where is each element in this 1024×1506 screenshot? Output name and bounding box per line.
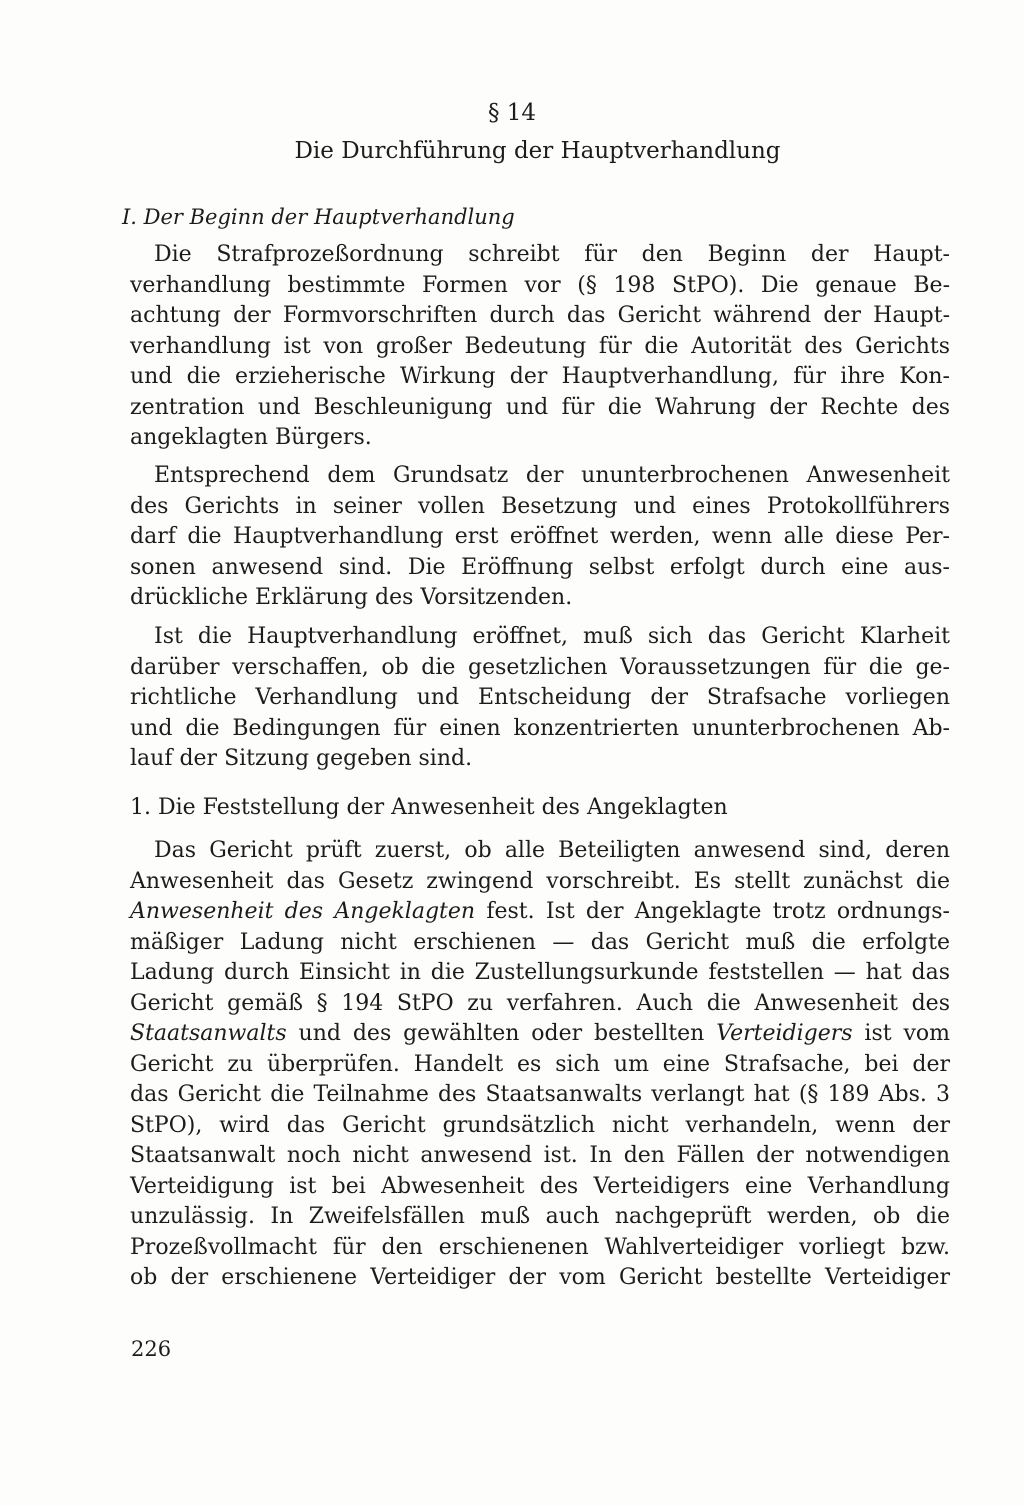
- text-line: Gericht gemäß § 194 StPO zu verfahren. Auch die Anwesenheit des: [130, 990, 950, 1016]
- text-run: fest. Ist der Angeklagte trotz ordnungs-: [475, 899, 950, 924]
- text-line: Entsprechend dem Grundsatz der ununterbrochenen Anwesenheit: [154, 463, 950, 488]
- page-number: 226: [131, 1337, 172, 1361]
- text-line: des Gerichts in seiner vollen Besetzung und eines Protokollführers: [130, 493, 950, 519]
- text-line: darüber verschaffen, ob die gesetzlichen Voraussetzungen für die ge-: [130, 654, 950, 680]
- subheading: I. Der Beginn der Hauptverhandlung: [122, 205, 515, 229]
- text-line: das Gericht die Teilnahme des Staatsanwalts verlangt hat (§ 189 Abs. 3: [130, 1082, 950, 1107]
- numbered-heading: 1. Die Feststellung der Anwesenheit des Angeklagten: [130, 795, 728, 820]
- text-line: und die erzieherische Wirkung der Hauptverhandlung, für ihre Kon-: [130, 364, 950, 389]
- italic-term: Anwesenheit des Angeklagten: [130, 899, 476, 924]
- section-title: Die Durchführung der Hauptverhandlung: [294, 138, 781, 164]
- text-line: ob der erschienene Verteidiger der vom Gericht bestellte Verteidiger: [130, 1265, 950, 1290]
- text-run: und des gewählten oder bestellten: [286, 1021, 717, 1046]
- text-line: angeklagten Bürgers.: [130, 425, 372, 450]
- text-line: Staatsanwalt noch nicht anwesend ist. In den Fällen der notwendigen: [130, 1143, 950, 1168]
- text-line: unzulässig. In Zweifelsfällen muß auch nachgeprüft werden, ob die: [130, 1204, 950, 1229]
- text-run: ist vom: [852, 1021, 950, 1046]
- text-line: mäßiger Ladung nicht erschienen — das Gericht muß die erfolgte: [130, 929, 950, 955]
- text-line: sonen anwesend sind. Die Eröffnung selbst erfolgt durch eine aus-: [130, 554, 950, 580]
- section-number: § 14: [487, 100, 537, 126]
- text-line: zentration und Beschleunigung und für die Wahrung der Rechte des: [130, 394, 950, 420]
- paragraph-1: [130, 240, 950, 454]
- text-line: Die Strafprozeßordnung schreibt für den Beginn der Haupt-: [154, 242, 950, 267]
- text-line: Gericht zu überprüfen. Handelt es sich um eine Strafsache, bei der: [130, 1051, 950, 1077]
- text-line: drückliche Erklärung des Vorsitzenden.: [130, 585, 573, 610]
- text-line: StPO), wird das Gericht grundsätzlich nicht verhandeln, wenn der: [130, 1112, 950, 1138]
- paragraph-4: [130, 836, 950, 1294]
- paragraph-3: [130, 622, 950, 775]
- text-line: achtung der Formvorschriften durch das Gericht während der Haupt-: [130, 303, 950, 328]
- text-line: Anwesenheit das Gesetz zwingend vorschreibt. Es stellt zunächst die: [130, 868, 950, 894]
- text-line: Ladung durch Einsicht in die Zustellungsurkunde feststellen — hat das: [130, 960, 950, 985]
- text-line: darf die Hauptverhandlung erst eröffnet werden, wenn alle diese Per-: [130, 524, 950, 549]
- text-line: Das Gericht prüft zuerst, ob alle Beteiligten anwesend sind, deren: [154, 838, 950, 863]
- text-line: lauf der Sitzung gegeben sind.: [130, 746, 473, 771]
- text-line: Ist die Hauptverhandlung eröffnet, muß sich das Gericht Klarheit: [154, 624, 950, 649]
- text-line: [130, 897, 950, 928]
- text-line: verhandlung bestimmte Formen vor (§ 198 StPO). Die genaue Be-: [130, 272, 950, 298]
- paragraph-2: [130, 461, 950, 614]
- text-line: richtliche Verhandlung und Entscheidung der Strafsache vorliegen: [130, 685, 950, 710]
- text-line: verhandlung ist von großer Bedeutung für die Autorität des Gerichts: [130, 333, 950, 359]
- text-line: [130, 1019, 950, 1050]
- italic-term: Staatsanwalts: [130, 1021, 287, 1046]
- text-line: Verteidigung ist bei Abwesenheit des Verteidigers eine Verhandlung: [130, 1173, 950, 1199]
- italic-term: Verteidigers: [716, 1021, 853, 1046]
- text-line: und die Bedingungen für einen konzentrierten ununterbrochenen Ab-: [130, 715, 950, 741]
- text-line: Prozeßvollmacht für den erschienenen Wahlverteidiger vorliegt bzw.: [130, 1234, 950, 1260]
